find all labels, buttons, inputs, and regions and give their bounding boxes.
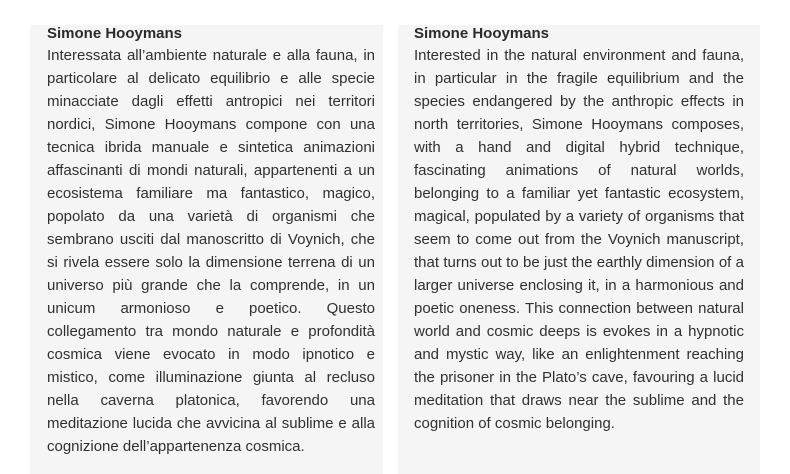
artist-name-italian: Simone Hooymans [47,25,183,42]
artist-bio-english: Interested in the natural environment and fauna, in particular in the fragile equilibrium and the species endangered by the anthropic effects in north territories, Simone Hooymans composes, with a hand and digital hybrid technique, fascinating animations of natural worlds, belonging to a familiar yet fantastic ecosystem, magical, populated by a variety of organisms that seem to come out from the Voynich manuscript, that turns out to be just the earthly dimension of a larger universe enclosing it, in a harmonious and poetic oneness. This connection between natural world and cosmic deeps is evokes in a hypnotic and mystic way, like an enlightenment reaching the prisoner in the Plato’s cave, favouring a lucid meditation that draws near the sublime and the cognition of cosmic belonging. [414,47,744,432]
artist-name-english: Simone Hooymans [414,25,550,42]
artist-bio-italian: Interessata all’ambiente naturale e alla fauna, in particolare al delicato equilibrio e alle specie minacciate dagli effetti antropici nei territori nordici, Simone Hooymans compone con una tecnica ibrida manuale e sintetica animazioni affascinanti di mondi naturali, appartenenti a un ecosistema familiare ma fantastico, magico, popolato da una varietà di organismi che sembrano usciti dal manoscritto di Voynich, che si rivela essere solo la dimensione terrena di un universo più grande che la comprende, in un unicum armonioso e poetico. Questo collegamento tra mondo naturale e profondità cosmica viene evocato in modo ipnotico e mistico, come illuminazione giunta al recluso nella caverna platonica, favorendo una meditazione lucida che avvicina al sublime e alla cognizione dell’appartenenza cosmica. [47,47,375,455]
italian-bio-column [30,25,383,474]
english-bio-column [398,25,760,474]
